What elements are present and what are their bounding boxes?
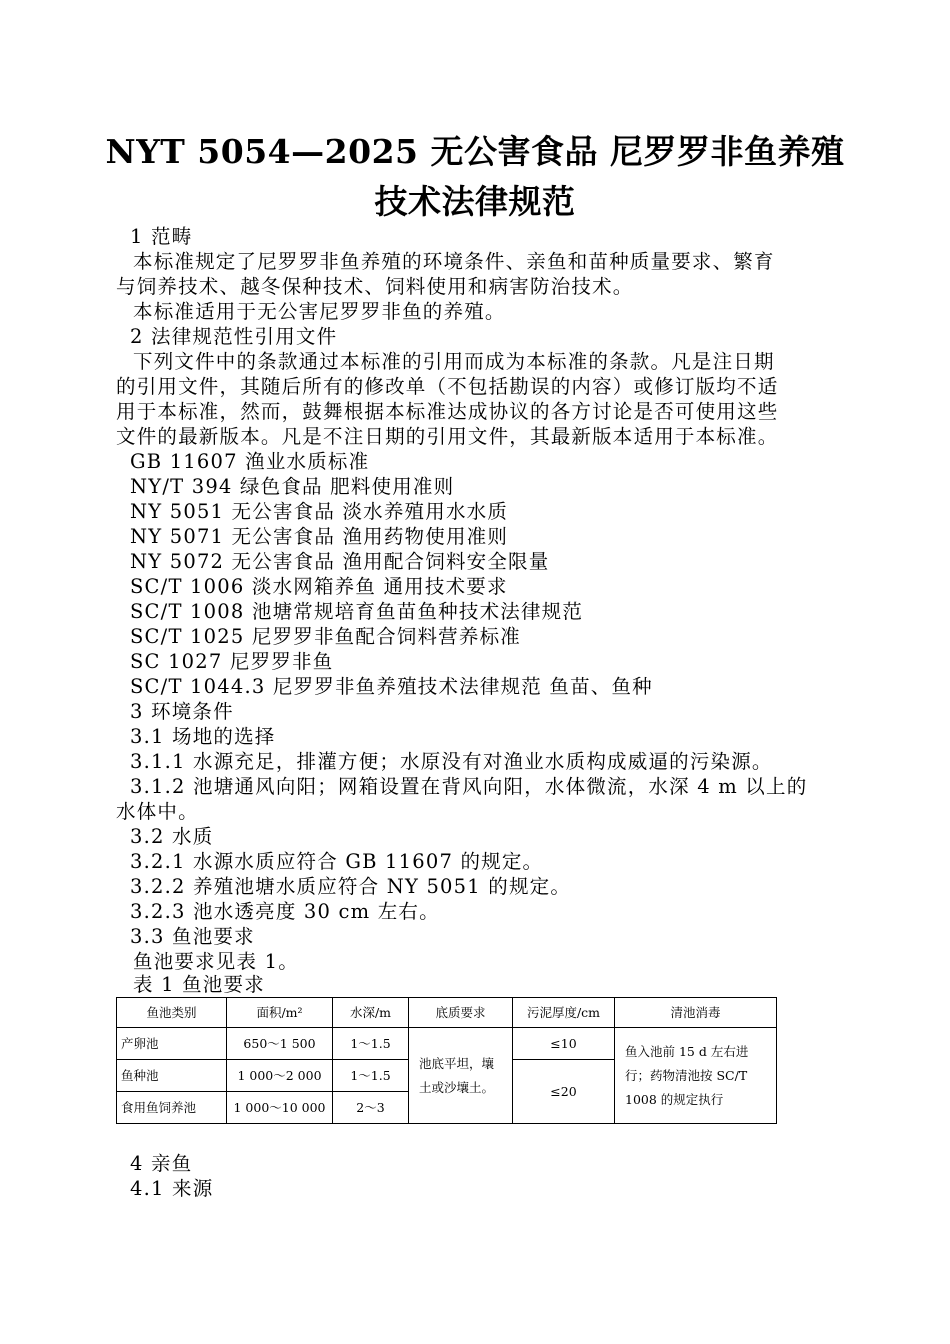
table-cell: 1 000～2 000 [227,1060,333,1092]
pond-requirements-table [116,997,777,1124]
table-cell: 1～1.5 [333,1060,409,1092]
paragraph-line: 鱼池要求见表 1。 [133,950,299,973]
table-cell: 鱼种池 [117,1060,227,1092]
table-cell-merged: 鱼入池前 15 d 左右进行；药物清池按 SC/T 1008 的规定执行 [615,1028,777,1124]
table-cell: 产卵池 [117,1028,227,1060]
section-heading: 4 亲鱼 [130,1152,193,1175]
table-cell: 食用鱼饲养池 [117,1092,227,1124]
clause-line: 3.2.3 池水透亮度 30 cm 左右。 [130,900,440,923]
table-header-cell: 水深/m [333,998,409,1028]
reference-item: NY/T 394 绿色食品 肥料使用准则 [130,475,455,498]
table-cell-merged: 池底平坦，壤土或沙壤土。 [409,1028,513,1124]
paragraph-line: 下列文件中的条款通过本标准的引用而成为本标准的条款。凡是注日期 [133,350,775,373]
table-header-cell: 底质要求 [409,998,513,1028]
reference-item: SC/T 1025 尼罗罗非鱼配合饲料营养标准 [130,625,521,648]
table-cell: 1 000～10 000 [227,1092,333,1124]
section-heading: 1 范畴 [130,225,193,248]
paragraph-line: 用于本标准，然而，鼓舞根据本标准达成协议的各方讨论是否可使用这些 [116,400,779,423]
table-cell: 1～1.5 [333,1028,409,1060]
table-header-row [117,998,777,1028]
clause-line: 3.2.2 养殖池塘水质应符合 NY 5051 的规定。 [130,875,572,898]
paragraph-line: 的引用文件，其随后所有的修改单（不包括勘误的内容）或修订版均不适 [116,375,779,398]
clause-line: 3.1.1 水源充足，排灌方便；水原没有对渔业水质构成威逼的污染源。 [130,750,773,773]
reference-item: SC/T 1006 淡水网箱养鱼 通用技术要求 [130,575,508,598]
table-header-cell: 清池消毒 [615,998,777,1028]
reference-item: SC/T 1008 池塘常规培育鱼苗鱼种技术法律规范 [130,600,584,623]
table-header-cell: 鱼池类别 [117,998,227,1028]
table-row [117,1028,777,1060]
document-title-line-1: NYT 5054—2025 无公害食品 尼罗罗非鱼养殖 [105,132,845,171]
clause-line: 水体中。 [116,800,199,823]
table-caption: 表 1 鱼池要求 [133,973,265,996]
section-heading: 3 环境条件 [130,700,234,723]
reference-item: NY 5072 无公害食品 渔用配合饲料安全限量 [130,550,550,573]
clause-line: 3.1.2 池塘通风向阳；网箱设置在背风向阳，水体微流，水深 4 m 以上的 [130,775,808,798]
subsection-heading: 3.2 水质 [130,825,214,848]
reference-item: SC 1027 尼罗罗非鱼 [130,650,334,673]
table-cell: ≤10 [513,1028,615,1060]
paragraph-line: 文件的最新版本。凡是不注日期的引用文件，其最新版本适用于本标准。 [116,425,779,448]
paragraph-line: 与饲养技术、越冬保种技术、饲料使用和病害防治技术。 [116,275,634,298]
reference-item: SC/T 1044.3 尼罗罗非鱼养殖技术法律规范 鱼苗、鱼种 [130,675,653,698]
paragraph-line: 本标准适用于无公害尼罗罗非鱼的养殖。 [133,300,506,323]
subsection-heading: 3.3 鱼池要求 [130,925,255,948]
table-header-cell: 污泥厚度/cm [513,998,615,1028]
reference-item: NY 5051 无公害食品 淡水养殖用水水质 [130,500,509,523]
reference-item: NY 5071 无公害食品 渔用药物使用准则 [130,525,509,548]
clause-line: 3.2.1 水源水质应符合 GB 11607 的规定。 [130,850,544,873]
table-cell: 650～1 500 [227,1028,333,1060]
section-heading: 2 法律规范性引用文件 [130,325,338,348]
subsection-heading: 3.1 场地的选择 [130,725,276,748]
table-cell-merged: ≤20 [513,1060,615,1124]
subsection-heading: 4.1 来源 [130,1177,214,1200]
document-title-line-2: 技术法律规范 [374,182,576,221]
table-cell: 2～3 [333,1092,409,1124]
table-header-cell: 面积/m² [227,998,333,1028]
reference-item: GB 11607 渔业水质标准 [130,450,370,473]
paragraph-line: 本标准规定了尼罗罗非鱼养殖的环境条件、亲鱼和苗种质量要求、繁育 [133,250,775,273]
